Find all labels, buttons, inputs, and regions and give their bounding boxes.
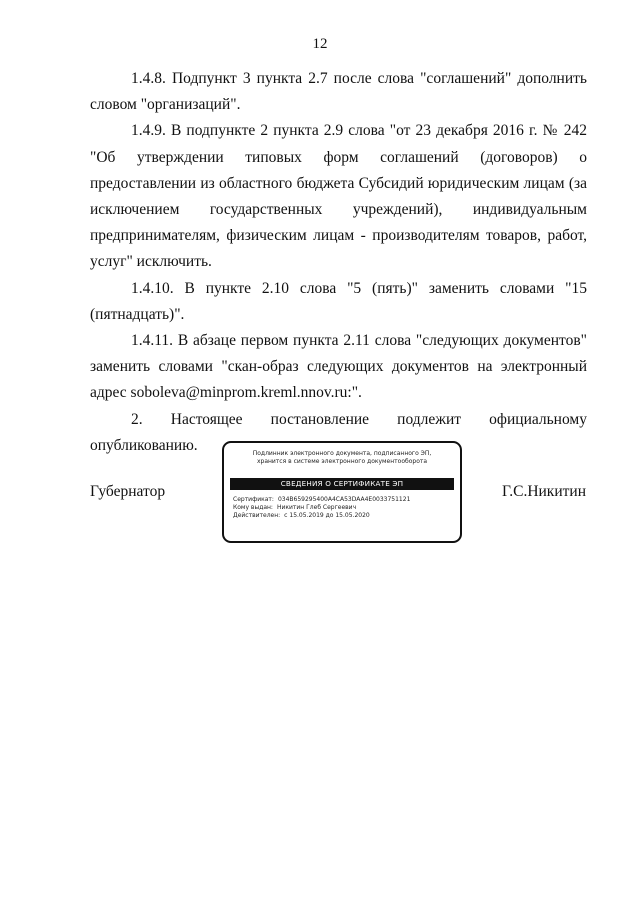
document-body bbox=[90, 66, 587, 459]
stamp-certificate-info bbox=[233, 496, 460, 520]
stamp-notice-line-1: Подлинник электронного документа, подписанного ЭП, bbox=[252, 450, 432, 457]
electronic-signature-stamp bbox=[222, 441, 462, 543]
valid-row bbox=[233, 512, 460, 520]
page-number: 12 bbox=[312, 36, 328, 52]
paragraph-2: 2. Настоящее постановление подлежит официальному опубликованию. bbox=[90, 410, 587, 454]
issued-to-value: Никитин Глеб Сергеевич bbox=[276, 504, 357, 511]
stamp-notice-line-2: хранится в системе электронного документооборота bbox=[256, 458, 428, 465]
paragraph-1-4-8: 1.4.8. Подпункт 3 пункта 2.7 после слова "соглашений" дополнить словом "организаций". bbox=[90, 70, 587, 114]
stamp-notice bbox=[224, 450, 460, 466]
valid-label: Действителен: bbox=[233, 512, 281, 519]
issued-to-label: Кому выдан: bbox=[233, 504, 273, 511]
valid-value: с 15.05.2019 до 15.05.2020 bbox=[284, 512, 370, 519]
signatory-position: Губернатор bbox=[90, 483, 166, 500]
certificate-value: 034B659295400A4CA53DAA4E0033751121 bbox=[277, 496, 411, 503]
stamp-header-bar: СВЕДЕНИЯ О СЕРТИФИКАТЕ ЭП bbox=[230, 478, 454, 490]
signatory-name: Г.С.Никитин bbox=[502, 483, 586, 500]
paragraph-1-4-11: 1.4.11. В абзаце первом пункта 2.11 слова "следующих документов" заменить словами "скан-образ следующих документов на электронный адрес soboleva@minprom.kreml.nnov.ru:". bbox=[90, 332, 587, 402]
issued-to-row bbox=[233, 504, 460, 512]
paragraph-1-4-9: 1.4.9. В подпункте 2 пункта 2.9 слова "от 23 декабря 2016 г. № 242 "Об утверждении типовых форм соглашений (договоров) о предоставлении из областного бюджета Субсидий юридическим лицам (за исключением государственных учреждений), индивидуальным предпринимателям, физическим лицам - производителям товаров, работ, услуг" исключить. bbox=[90, 122, 587, 271]
certificate-row bbox=[233, 496, 460, 504]
paragraph-1-4-10: 1.4.10. В пункте 2.10 слова "5 (пять)" заменить словами "15 (пятнадцать)". bbox=[90, 279, 587, 323]
certificate-label: Сертификат: bbox=[233, 496, 274, 503]
